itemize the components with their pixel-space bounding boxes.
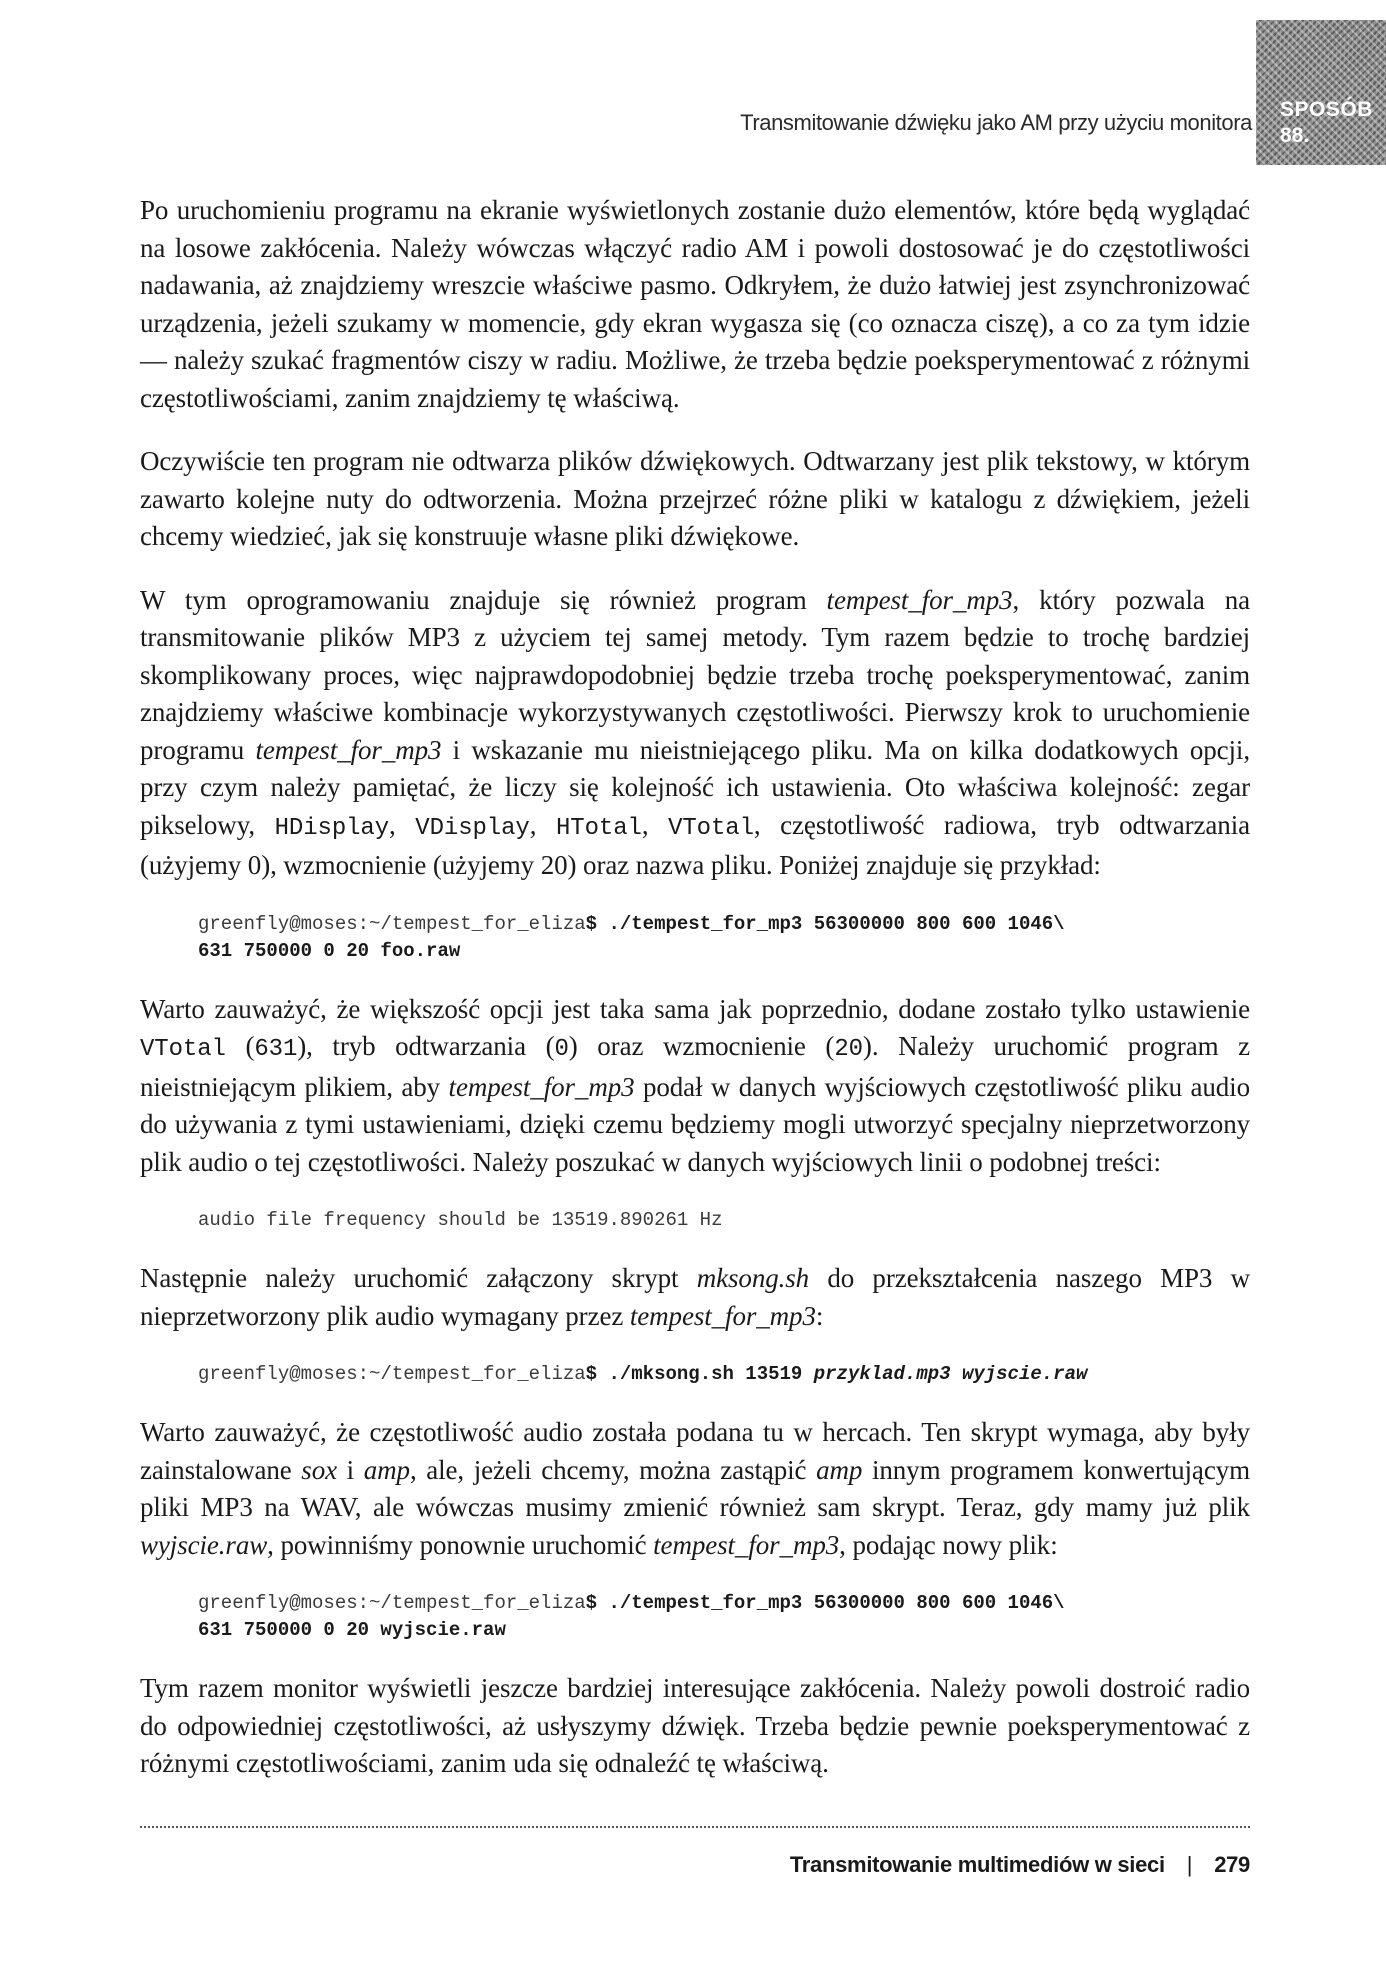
text-run: i wskazanie mu nieistniejącego pliku. Ma on kilka dodatkowych opcji, przy czym należy pamiętać, że liczy się kolejność ich ustawienia. Oto właściwa kolejność: zegar pikselowy, [140, 734, 1250, 840]
text-run: Warto zauważyć, że częstotliwość audio została podana tu w hercach. Ten skrypt wymaga, aby były zainstalowane [140, 1417, 1250, 1485]
text-run: W tym oprogramowaniu znajduje się również program [140, 584, 827, 615]
command-space [951, 1363, 962, 1385]
text-run: Warto zauważyć, że większość opcji jest taka sama jak poprzednio, dodane zostało tylko ustawienie [140, 993, 1250, 1024]
sposob-number: 88. [1280, 124, 1310, 147]
paragraph-3 [140, 582, 1250, 885]
inline-code: HTotal [555, 814, 642, 842]
command-text: 631 750000 0 20 foo.raw [198, 939, 461, 962]
prompt-dollar: $ [585, 1592, 598, 1614]
text-run: , częstotliwość radiowa, tryb odtwarzania (użyjemy 0), wzmocnienie (użyjemy 20) oraz nazwa pliku. Poniżej znajduje się przykład: [140, 809, 1250, 880]
code-block-3 [198, 1361, 1250, 1388]
inline-code: HDisplay [274, 814, 390, 842]
prompt-dollar: $ [585, 1363, 598, 1385]
program-name: tempest_for_mp3 [629, 1300, 816, 1331]
text-run: ). Należy uruchomić program z nieistniejącym plikiem, aby [140, 1031, 1250, 1102]
text-run: innym programem konwertującym pliki MP3 na WAV, ale wówczas musimy zmienić również sam skrypt. Teraz, gdy mamy już plik [140, 1454, 1251, 1522]
text-run: : [815, 1300, 824, 1331]
page-number: 279 [1214, 1852, 1250, 1877]
command-text: ./tempest_for_mp3 56300000 800 600 1046\ [597, 912, 1065, 935]
text-run: podał w danych wyjściowych częstotliwość pliku audio do używania z tymi ustawieniami, dzięki czemu będziemy mogli utworzyć specjalny nieprzetworzony plik audio o tej częstotliwości. Należy poszukać w danych wyjściowych linii o podobnej treści: [140, 1071, 1250, 1177]
prompt-dollar: $ [585, 912, 598, 935]
sposob-label: SPOSÓB [1280, 98, 1373, 121]
inline-code: 0 [554, 1036, 569, 1063]
text-run: do przekształcenia naszego MP3 w nieprzetworzony plik audio wymagany przez [140, 1263, 1250, 1331]
text-run: i [337, 1454, 364, 1485]
text-run: ) oraz wzmocnienie ( [568, 1031, 835, 1061]
text-run: , [389, 809, 416, 840]
program-name: tempest_for_mp3 [653, 1529, 840, 1560]
paragraph-7: Tym razem monitor wyświetli jeszcze bardziej interesujące zakłócenia. Należy powoli dostroić radio do odpowiedniej częstotliwości, aż usłyszymy dźwięk. Trzeba będzie pewnie poeksperymentować z różnymi częstotliwościami, zanim uda się odnaleźć tę właściwą. [140, 1673, 1250, 1778]
program-name: tempest_for_mp3 [255, 734, 442, 765]
text-run: , powinniśmy ponownie uruchomić [267, 1529, 654, 1560]
page-content [140, 192, 1250, 1809]
file-name: wyjscie.raw [140, 1529, 268, 1560]
paragraph-6 [140, 1414, 1250, 1564]
page-footer [0, 1852, 1250, 1878]
running-header: Transmitowanie dźwięku jako AM przy użyciu monitora [740, 110, 1252, 135]
shell-prompt: greenfly@moses:~/tempest_for_eliza [198, 1592, 586, 1614]
paragraph-1: Po uruchomieniu programu na ekranie wyświetlonych zostanie dużo elementów, które będą wyglądać na losowe zakłócenia. Należy wówczas włączyć radio AM i powoli dostosować je do częstotliwości nadawania, aż znajdziemy wreszcie właściwe pasmo. Odkryłem, że dużo łatwiej jest zsynchronizować urządzenia, jeżeli szukamy w momencie, gdy ekran wygasza się (co oznacza ciszę), a co za tym idzie — należy szukać fragmentów ciszy w radiu. Możliwe, że trzeba będzie poeksperymentować z różnymi częstotliwościami, zanim znajdziemy tę właściwą. [140, 195, 1250, 413]
inline-code: VDisplay [415, 814, 530, 842]
program-name: sox [301, 1454, 337, 1485]
code-block-4 [198, 1590, 1250, 1644]
text-run: , który pozwala na transmitowanie plików MP3 z użyciem tej samej metody. Tym razem będzie to trochę bardziej skomplikowany proces, więc najprawdopodobniej będzie trzeba trochę poeksperymentować, zanim znajdziemy właściwe kombinacje wykorzystywanych częstotliwości. Pierwszy krok to uruchomienie programu [140, 584, 1250, 765]
output-line: audio file frequency should be 13519.890261 Hz [198, 1209, 723, 1231]
command-argument: wyjscie.raw [961, 1363, 1088, 1385]
command-text: ./tempest_for_mp3 56300000 800 600 1046\ [597, 1592, 1065, 1614]
code-block-1 [198, 911, 1250, 965]
program-name: amp [363, 1454, 410, 1485]
footer-section-title: Transmitowanie multimediów w sieci [789, 1852, 1165, 1877]
inline-code: VTotal [668, 814, 754, 842]
command-argument: przyklad.mp3 [813, 1363, 951, 1385]
text-run: ( [225, 1031, 255, 1061]
text-run: , [641, 809, 669, 840]
inline-code: VTotal [140, 1036, 226, 1063]
text-run: , podając nowy plik: [839, 1529, 1058, 1560]
text-run: , ale, jeżeli chcemy, można zastąpić [409, 1454, 817, 1485]
paragraph-2: Oczywiście ten program nie odtwarza plików dźwiękowych. Odtwarzany jest plik tekstowy, w którym zawarto kolejne nuty do odtworzenia. Można przejrzeć różne pliki w katalogu z dźwiękiem, jeżeli chcemy wiedzieć, jak się konstruuje własne pliki dźwiękowe. [140, 446, 1250, 551]
inline-code: 631 [254, 1036, 298, 1063]
command-text: 631 750000 0 20 wyjscie.raw [198, 1619, 506, 1641]
inline-code: 20 [834, 1036, 863, 1063]
paragraph-5 [140, 1260, 1250, 1335]
program-name: tempest_for_mp3 [448, 1071, 635, 1102]
text-run: , [529, 809, 556, 840]
script-name: mksong.sh [696, 1263, 810, 1293]
text-run: ), tryb odtwarzania ( [297, 1031, 555, 1061]
footer-divider [140, 1826, 1250, 1828]
text-run: Następnie należy uruchomić załączony skrypt [140, 1263, 697, 1293]
code-block-2 [198, 1207, 1250, 1234]
footer-separator: | [1186, 1852, 1193, 1877]
shell-prompt: greenfly@moses:~/tempest_for_eliza [198, 912, 586, 935]
command-text: ./mksong.sh 13519 [597, 1363, 814, 1385]
shell-prompt: greenfly@moses:~/tempest_for_eliza [198, 1363, 586, 1385]
program-name: amp [816, 1454, 863, 1485]
sposob-badge [1256, 20, 1386, 165]
paragraph-4 [140, 991, 1250, 1182]
program-name: tempest_for_mp3 [826, 584, 1013, 615]
